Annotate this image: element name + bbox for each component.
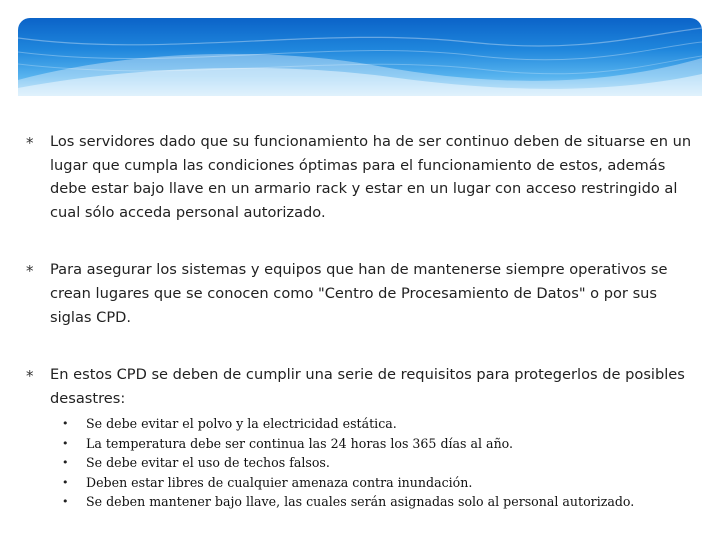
requirement-text: Se debe evitar el polvo y la electricidad estática. xyxy=(86,416,397,432)
point-text: Los servidores dado que su funcionamiento ha de ser continuo deben de situarse en un lugar que cumpla las condiciones óptimas para el funcionamiento de estos, además debe estar bajo llave en un armario rack y estar en un lugar con acceso restringido al cual sólo acceda personal autorizado. xyxy=(50,133,692,221)
dot-bullet: • xyxy=(62,456,69,470)
bullet-item xyxy=(26,363,706,512)
requirement-text: Se deben mantener bajo llave, las cuales serán asignadas solo al personal autorizado. xyxy=(86,494,635,510)
header-banner xyxy=(18,18,702,96)
dot-bullet: • xyxy=(62,417,69,431)
requirement-text: Deben estar libres de cualquier amenaza contra inundación. xyxy=(86,474,473,490)
requirements-list xyxy=(50,414,700,512)
wave-decoration xyxy=(18,18,702,96)
slide-content xyxy=(26,130,706,512)
requirement-text: Se debe evitar el uso de techos falsos. xyxy=(86,455,330,471)
list-item xyxy=(62,473,700,493)
dot-bullet: • xyxy=(62,495,69,509)
point-body xyxy=(50,363,700,512)
star-bullet: * xyxy=(26,262,34,281)
point-text: En estos CPD se deben de cumplir una serie de requisitos para protegerlos de posibles desastres: xyxy=(50,366,685,407)
list-item xyxy=(62,453,700,473)
point-text: Para asegurar los sistemas y equipos que han de mantenerse siempre operativos se crean lugares que se conocen como "Centro de Procesamiento de Datos" o por sus siglas CPD. xyxy=(50,261,668,326)
list-item xyxy=(62,414,700,434)
dot-bullet: • xyxy=(62,475,69,489)
dot-bullet: • xyxy=(62,436,69,450)
star-bullet: * xyxy=(26,367,34,386)
list-item xyxy=(62,492,700,512)
bullet-item xyxy=(26,130,706,224)
list-item xyxy=(62,434,700,454)
bullet-item xyxy=(26,258,706,329)
requirement-text: La temperatura debe ser continua las 24 horas los 365 días al año. xyxy=(86,435,514,451)
star-bullet: * xyxy=(26,134,34,152)
